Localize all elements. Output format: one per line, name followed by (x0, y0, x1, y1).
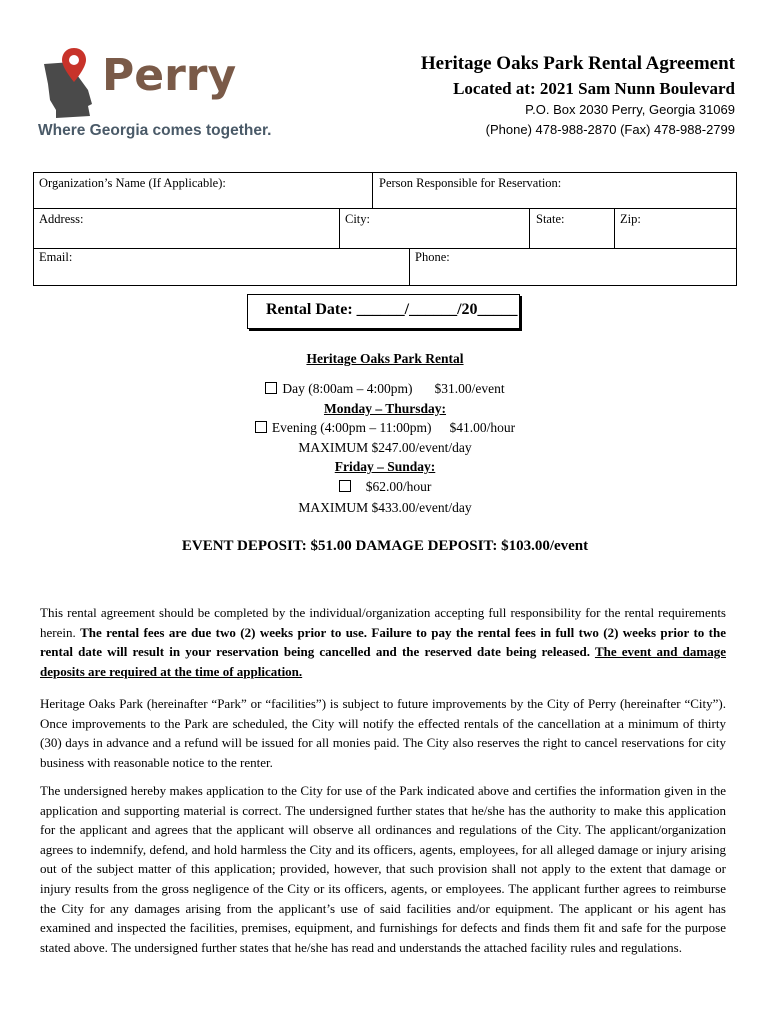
form-divider (372, 173, 373, 208)
responsible-person-field[interactable]: Person Responsible for Reservation: (379, 176, 562, 190)
weekend-checkbox[interactable] (339, 480, 351, 492)
phone-fax-line: (Phone) 478-988-2870 (Fax) 478-988-2799 (485, 122, 735, 137)
paragraph-fees-bold: The rental fees are due two (2) weeks prior to use. Failure to pay the rental fees in full two (2) weeks prior to the rental date will result in your reservation being cancelled and the reserved date being released. (40, 624, 726, 660)
day-rate-row (0, 381, 770, 397)
weekend-rate-row (0, 479, 770, 495)
form-divider (529, 208, 530, 248)
form-divider (614, 208, 615, 248)
document-title: Heritage Oaks Park Rental Agreement (420, 53, 735, 74)
form-divider (409, 248, 410, 286)
phone-field[interactable]: Phone: (415, 250, 450, 264)
paragraph-fees-intro: This rental agreement should be completed by the individual/organization accepting full responsibility for the rental requirements herein. (40, 605, 726, 640)
paragraph-improvements: Heritage Oaks Park (hereinafter “Park” or “facilities”) is subject to future improvements by the City of Perry (hereinafter “City”). Once improvements to the Park are scheduled, the City will notify the effected rentals of the cancellation at a minimum of thirty (30) days in advance and a refund will be issued for all monies paid. The City also reserves the right to cancel reservations for city business with reasonable notice to the renter. (40, 696, 726, 770)
weekday-maximum: MAXIMUM $247.00/event/day (298, 440, 472, 455)
paragraph-fees-deposit-note: The event and damage deposits are required at the time of application. (40, 644, 727, 679)
location-line: Located at: 2021 Sam Nunn Boulevard (453, 79, 735, 98)
evening-rate-label: Evening (4:00pm – 11:00pm) (271, 420, 432, 435)
zip-field[interactable]: Zip: (620, 212, 641, 226)
address-field[interactable]: Address: (39, 212, 84, 226)
email-field[interactable]: Email: (39, 250, 73, 264)
state-field[interactable]: State: (536, 212, 565, 226)
logo-tagline: Where Georgia comes together. (38, 122, 272, 139)
rates-title: Heritage Oaks Park Rental (306, 351, 464, 366)
form-divider (339, 208, 340, 248)
evening-rate-price: $41.00/hour (449, 420, 516, 435)
weekend-heading: Friday – Sunday: (334, 459, 436, 474)
day-rate-price: $31.00/event (434, 381, 505, 396)
org-name-field[interactable]: Organization’s Name (If Applicable): (39, 176, 226, 190)
deposit-line: EVENT DEPOSIT: $51.00 DAMAGE DEPOSIT: $103.00/event (181, 538, 589, 554)
day-rate-label: Day (8:00am – 4:00pm) (282, 381, 413, 396)
rental-date-box[interactable]: Rental Date: ______/______/20_____ (247, 294, 520, 329)
paragraph-application-terms: The undersigned hereby makes application to the City for use of the Park indicated above and certifies the information given in the application and supporting material is correct. The undersigned further states that he/she has the authority to make this application for the applicant and agrees that the applicant will observe all ordinances and regulations of the City. The applicant/organization agrees to indemnify, defend, and hold harmless the City and its officers, agents, employees, for all alleged damage or injury arising out of the subject matter of this application; provided, however, that such provision shall not apply to the extent that damage or injury results from the gross negligence of the City or its officers, agents, or employees. The applicant further agrees to reimburse the City for any damages arising from the applicant’s use of said facilities and/or equipment. The applicant or his agent has examined and inspected the facilities, premises, equipment, and furnishings for defects and finds them fit and safe for the purpose stated above. The undersigned further states that he/she has read and understands the attached facility rules and regulations. (40, 783, 726, 955)
day-checkbox[interactable] (265, 382, 277, 394)
evening-checkbox[interactable] (255, 421, 267, 433)
city-logo (36, 44, 276, 144)
city-field[interactable]: City: (345, 212, 371, 226)
paragraph-fees (40, 603, 726, 681)
po-box-line: P.O. Box 2030 Perry, Georgia 31069 (525, 102, 735, 117)
weekday-heading: Monday – Thursday: (323, 401, 447, 416)
weekend-maximum: MAXIMUM $433.00/event/day (298, 500, 472, 515)
logo-brand-text: Perry (102, 50, 237, 101)
form-divider (34, 248, 736, 249)
evening-rate-row (0, 420, 770, 436)
georgia-map-pin-icon (36, 44, 106, 124)
form-divider (34, 208, 736, 209)
weekend-rate-price: $62.00/hour (365, 479, 432, 494)
applicant-form (33, 172, 737, 286)
